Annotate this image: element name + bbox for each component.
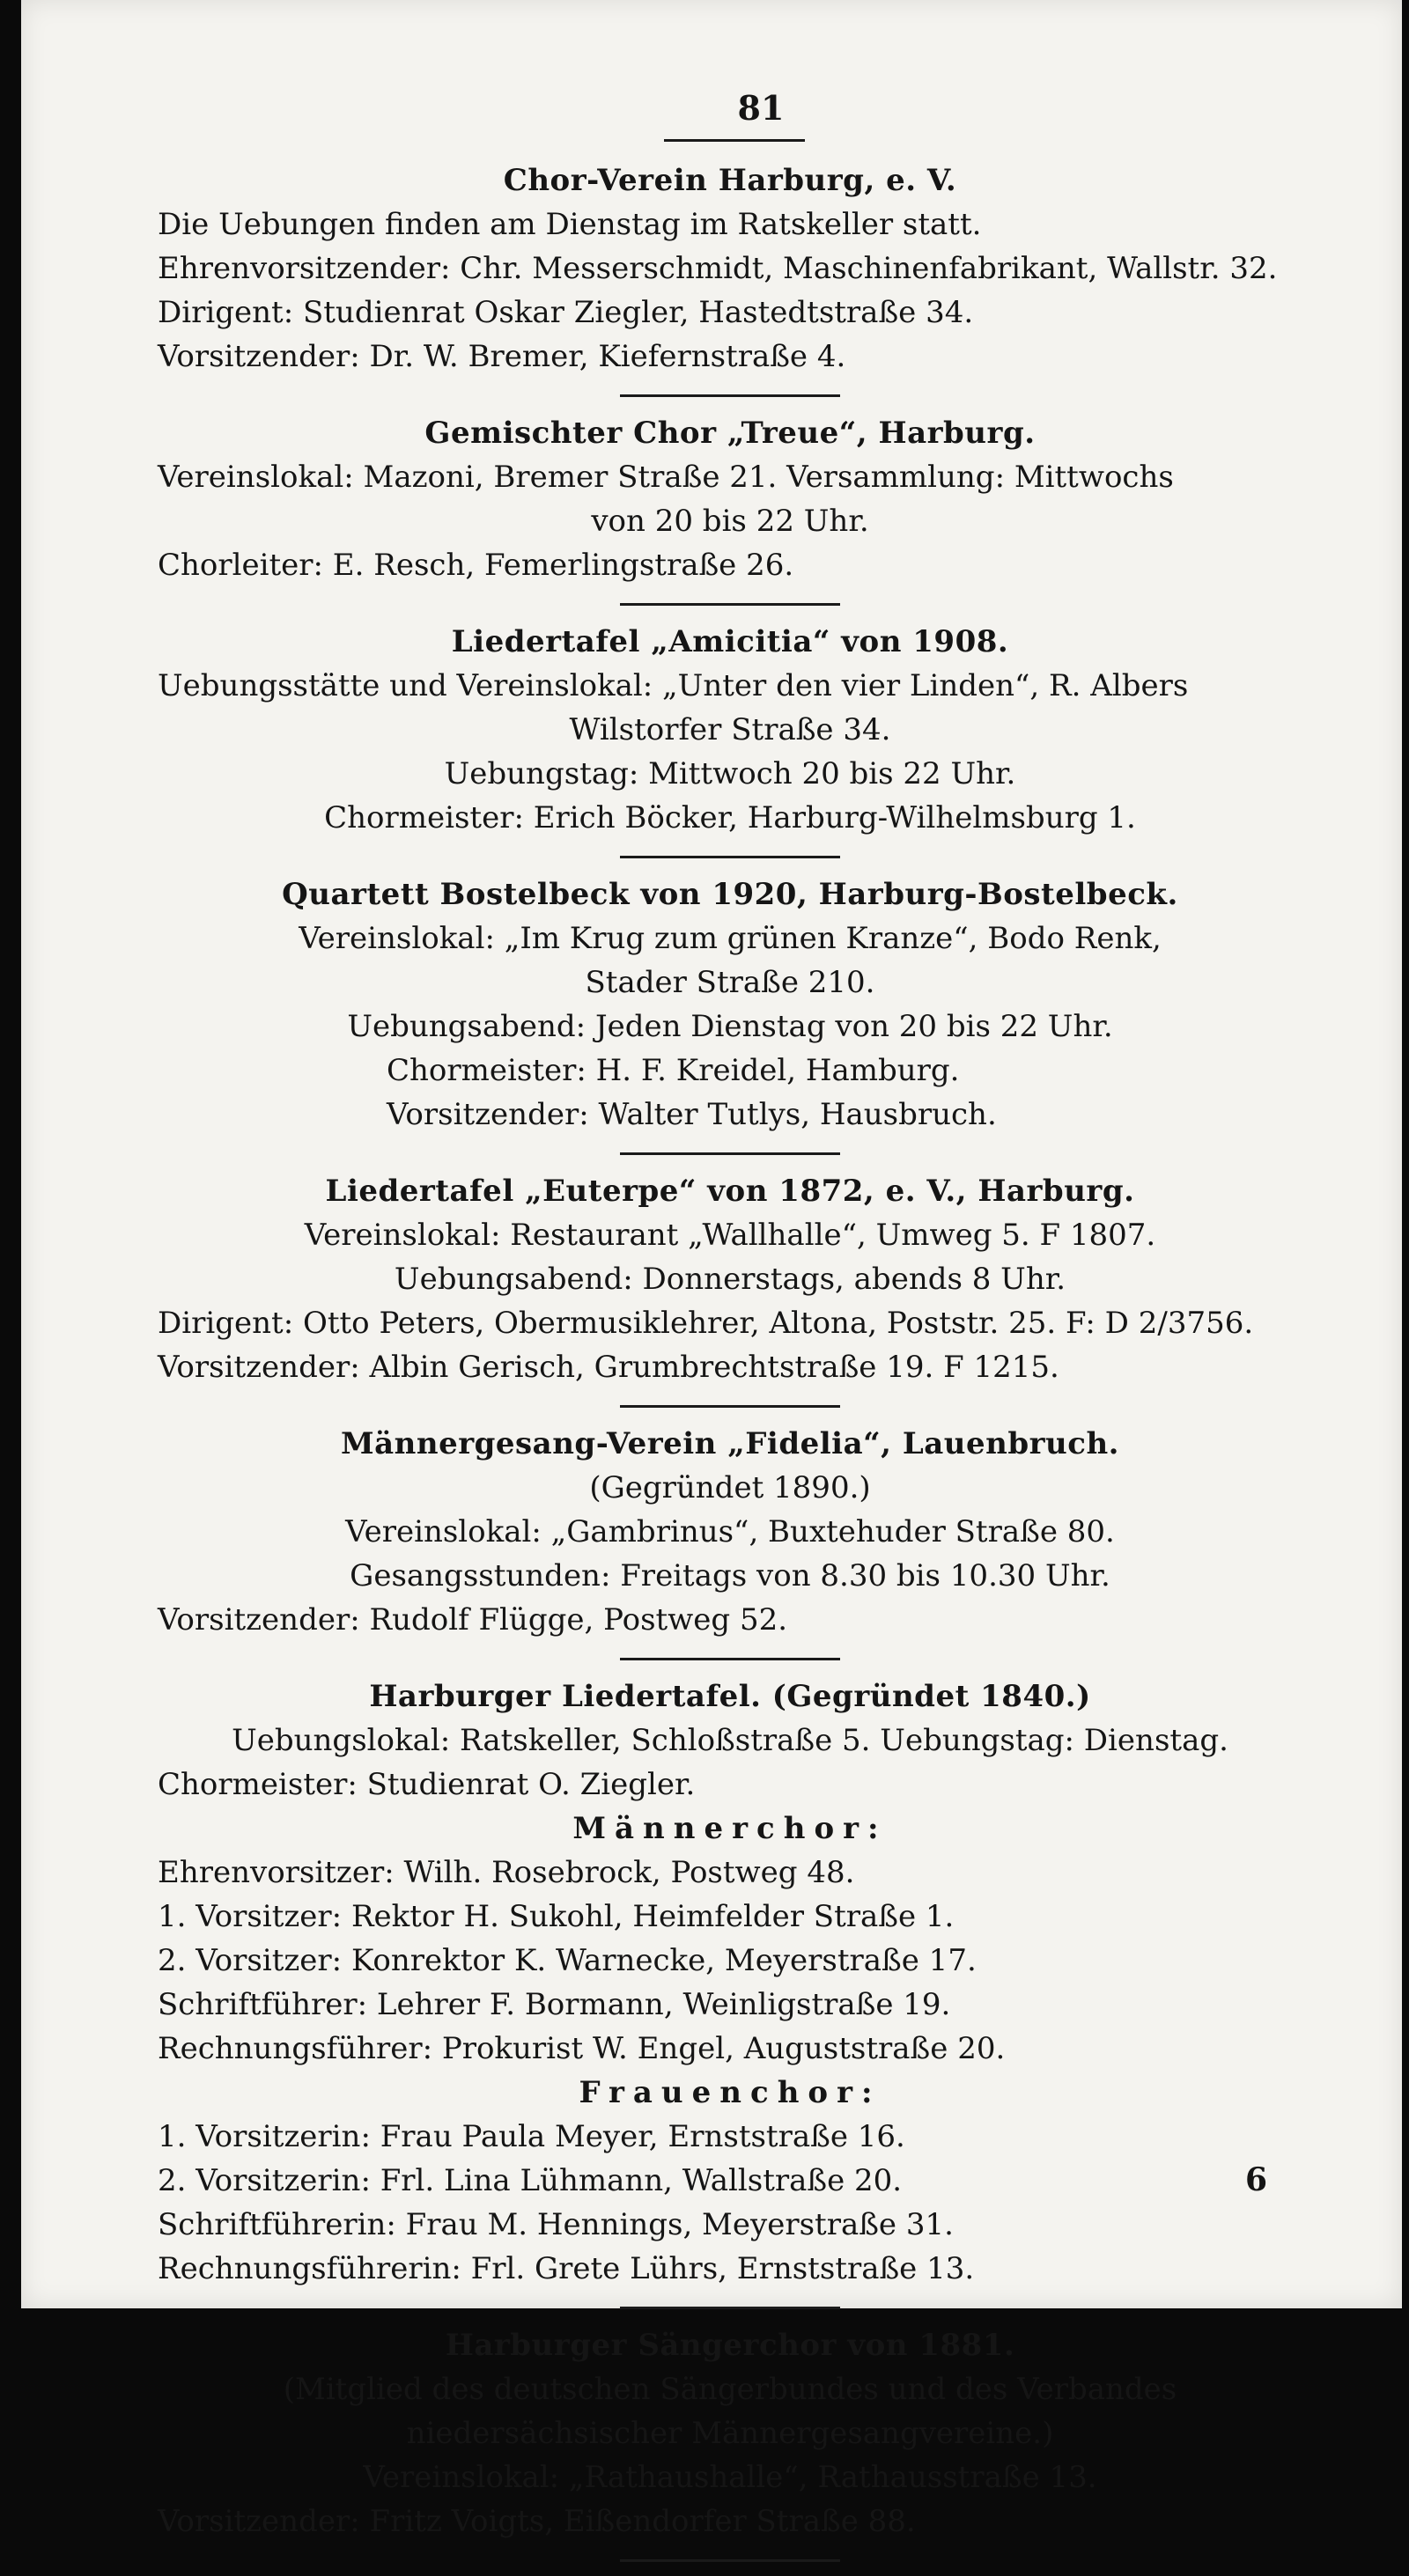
club-entry <box>158 1674 1302 2291</box>
entry-line: Vorsitzender: Albin Gerisch, Grumbrechtstraße 19. F 1215. <box>158 1350 1059 1385</box>
entry-line: 1. Vorsitzer: Rektor H. Sukohl, Heimfelder Straße 1. <box>158 1899 955 1934</box>
entry-line: Schriftführerin: Frau M. Hennings, Meyerstraße 31. <box>158 2207 954 2242</box>
entry-line: Die Uebungen finden am Dienstag im Ratskeller statt. <box>158 207 982 242</box>
entry-line: Uebungslokal: Ratskeller, Schloßstraße 5. Uebungstag: Dienstag. <box>232 1723 1228 1758</box>
entry-line: 2. Vorsitzerin: Frl. Lina Lühmann, Wallstraße 20. <box>158 2163 903 2198</box>
club-entry <box>158 1169 1302 1389</box>
section-divider <box>620 1152 840 1155</box>
entry-line: Vorsitzender: Walter Tutlys, Hausbruch. <box>387 1097 997 1132</box>
entry-line: Uebungsabend: Jeden Dienstag von 20 bis 22 Uhr. <box>347 1009 1113 1044</box>
club-title: Quartett Bostelbeck von 1920, Harburg-Bostelbeck. <box>282 877 1178 912</box>
entry-line: Schriftführer: Lehrer F. Bormann, Weinligstraße 19. <box>158 1987 951 2022</box>
entry-line: Dirigent: Otto Peters, Obermusiklehrer, Altona, Poststr. 25. F: D 2/3756. <box>158 1306 1254 1341</box>
entry-line: Stader Straße 210. <box>585 965 875 1000</box>
entry-line: Ehrenvorsitzender: Chr. Messerschmidt, Maschinenfabrikant, Wallstr. 32. <box>158 251 1278 286</box>
section-divider <box>620 2559 840 2562</box>
header-rule <box>664 139 805 142</box>
entry-line: Vereinslokal: Restaurant „Wallhalle“, Umweg 5. F 1807. <box>304 1218 1156 1253</box>
club-title: Harburger Liedertafel. (Gegründet 1840.) <box>369 1679 1091 1714</box>
club-title: Gemischter Chor „Treue“, Harburg. <box>424 416 1036 451</box>
section-divider <box>620 856 840 858</box>
entry-line: Vereinslokal: „Rathaushalle“, Rathausstraße 13. <box>363 2460 1097 2495</box>
entry-line: Vorsitzender: Fritz Voigts, Eißendorfer Straße 88. <box>158 2504 916 2539</box>
entry-line: Chormeister: Studienrat O. Ziegler. <box>158 1767 696 1802</box>
entry-line: 1. Vorsitzerin: Frau Paula Meyer, Ernststraße 16. <box>158 2119 905 2154</box>
entry-line: Chormeister: Erich Böcker, Harburg-Wilhelmsburg 1. <box>324 800 1136 835</box>
club-entry <box>158 1422 1302 1642</box>
section-divider <box>620 394 840 397</box>
entry-line: Uebungstag: Mittwoch 20 bis 22 Uhr. <box>444 756 1016 791</box>
club-entry <box>158 620 1302 840</box>
club-entry <box>158 158 1302 379</box>
club-title: Liedertafel „Euterpe“ von 1872, e. V., Harburg. <box>325 1174 1135 1209</box>
club-entry <box>158 872 1302 1137</box>
section-divider <box>620 1658 840 1660</box>
entry-line: Dirigent: Studienrat Oskar Ziegler, Hastedtstraße 34. <box>158 295 974 330</box>
entry-line: (Mitglied des deutschen Sängerbundes und des Verbandes <box>283 2372 1177 2407</box>
club-title: Liedertafel „Amicitia“ von 1908. <box>451 624 1009 659</box>
club-title: Männergesang-Verein „Fidelia“, Lauenbruch. <box>340 1426 1120 1461</box>
entry-line: Uebungsstätte und Vereinslokal: „Unter den vier Linden“, R. Albers <box>158 668 1189 703</box>
section-divider <box>620 1405 840 1408</box>
entry-line: Vereinslokal: „Gambrinus“, Buxtehuder Straße 80. <box>345 1514 1115 1549</box>
footer-number: 6 <box>1245 2161 1268 2198</box>
subsection-heading: Frauenchor: <box>579 2075 882 2110</box>
club-entry <box>158 411 1302 587</box>
entry-line: Vereinslokal: Mazoni, Bremer Straße 21. Versammlung: Mittwochs <box>158 460 1174 495</box>
club-title: Harburger Sängerchor von 1881. <box>445 2328 1015 2363</box>
entry-line: Rechnungsführerin: Frl. Grete Lührs, Ernststraße 13. <box>158 2251 975 2286</box>
page-content <box>158 158 1302 2576</box>
entry-line: (Gegründet 1890.) <box>589 1470 871 1505</box>
document-page <box>21 0 1402 2539</box>
club-entry <box>158 2323 1302 2543</box>
entry-line: Wilstorfer Straße 34. <box>569 712 891 747</box>
entry-line: Ehrenvorsitzer: Wilh. Rosebrock, Postweg 48. <box>158 1855 855 1890</box>
section-divider <box>620 2307 840 2309</box>
entry-line: Rechnungsführer: Prokurist W. Engel, Auguststraße 20. <box>158 2031 1006 2066</box>
page-number: 81 <box>737 88 785 128</box>
club-title: Chor-Verein Harburg, e. V. <box>503 163 957 198</box>
entry-line: Chormeister: H. F. Kreidel, Hamburg. <box>387 1053 960 1088</box>
entry-line: Gesangsstunden: Freitags von 8.30 bis 10.30 Uhr. <box>350 1558 1110 1593</box>
entry-line: Uebungsabend: Donnerstags, abends 8 Uhr. <box>394 1262 1066 1297</box>
section-divider <box>620 603 840 606</box>
subsection-heading: Männerchor: <box>572 1811 888 1846</box>
entry-line: niedersächsischer Männergesangvereine.) <box>406 2416 1054 2451</box>
entry-line: Vereinslokal: „Im Krug zum grünen Kranze“, Bodo Renk, <box>299 921 1162 956</box>
entry-line: 2. Vorsitzer: Konrektor K. Warnecke, Meyerstraße 17. <box>158 1943 977 1978</box>
entry-line: Vorsitzender: Dr. W. Bremer, Kiefernstraße 4. <box>158 339 846 374</box>
entry-line: von 20 bis 22 Uhr. <box>591 504 869 539</box>
entry-line: Chorleiter: E. Resch, Femerlingstraße 26. <box>158 548 794 583</box>
entry-line: Vorsitzender: Rudolf Flügge, Postweg 52. <box>158 1602 788 1638</box>
